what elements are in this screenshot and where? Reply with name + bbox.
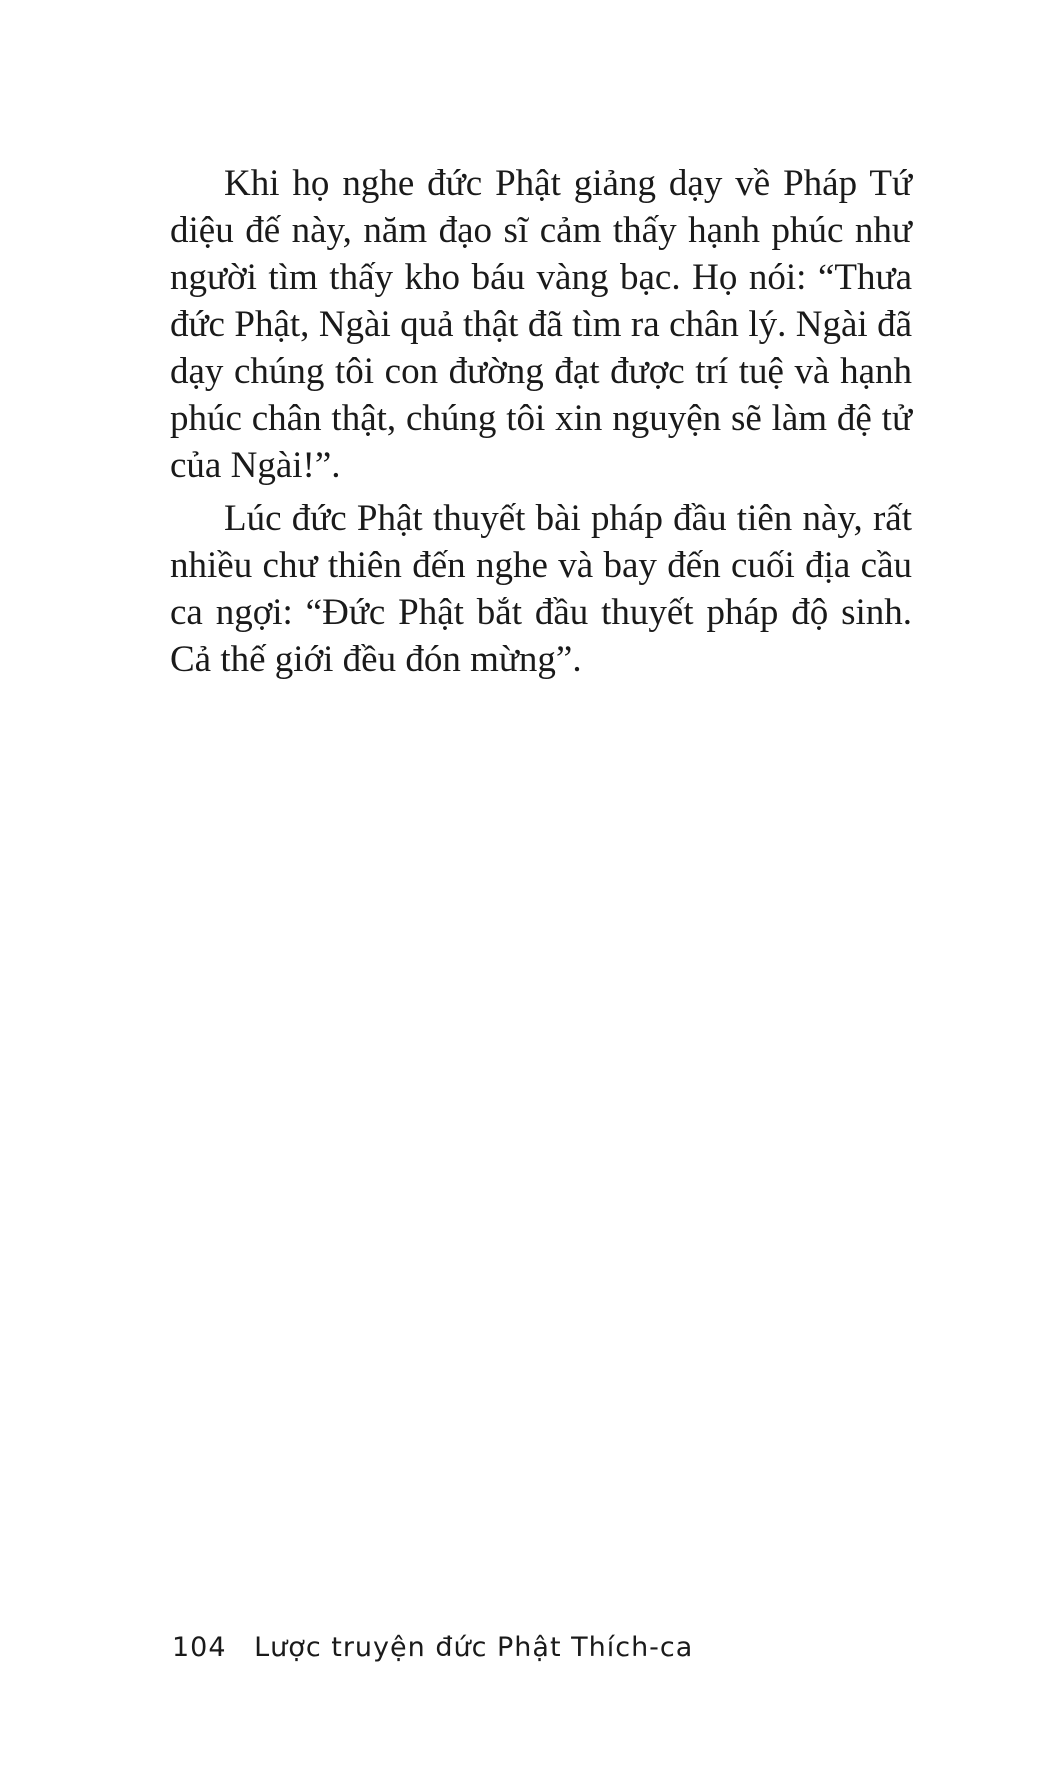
paragraph: Lúc đức Phật thuyết bài pháp đầu tiên này, rất nhiều chư thiên đến nghe và bay đến cuối địa cầu ca ngợi: “Đức Phật bắt đầu thuyết pháp độ sinh. Cả thế giới đều đón mừng”. [170,498,912,680]
body-text [170,160,912,689]
page-footer [172,1632,693,1663]
paragraph: Khi họ nghe đức Phật giảng dạy về Pháp Tứ diệu đế này, năm đạo sĩ cảm thấy hạnh phúc như người tìm thấy kho báu vàng bạc. Họ nói: “Thưa đức Phật, Ngài quả thật đã tìm ra chân lý. Ngài đã dạy chúng tôi con đường đạt được trí tuệ và hạnh phúc chân thật, chúng tôi xin nguyện sẽ làm đệ tử của Ngài!”. [170,163,912,486]
page-number: 104 [172,1632,227,1663]
running-title: Lược truyện đức Phật Thích-ca [254,1632,694,1663]
